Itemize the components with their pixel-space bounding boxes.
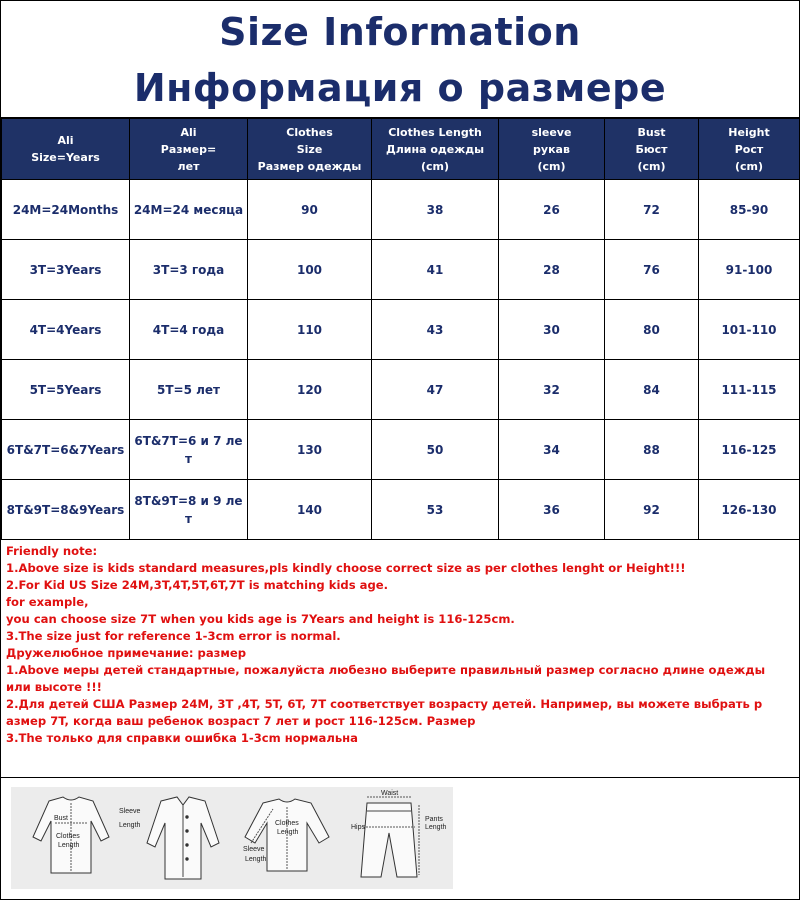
note-line: Friendly note: — [6, 544, 98, 558]
shorts-diagram-icon — [361, 797, 419, 877]
cell-height: 101-110 — [699, 300, 800, 360]
cell-sleeve: 30 — [499, 300, 605, 360]
note-line: 2.Для детей США Размер 24M, 3T ,4T, 5T, 6T, 7T соответствует возрасту детей. Например, вы можете выбрать р — [6, 697, 763, 711]
label-hips: Hips — [351, 824, 366, 831]
cell-size-ru: 5T=5 лет — [130, 360, 248, 420]
label-pants-length: Length — [425, 824, 447, 831]
note-line: 1.Above size is kids standard measures,pls kindly choose correct size as per clothes lenght or Height!!! — [6, 561, 686, 575]
note-line: 2.For Kid US Size 24M,3T,4T,5T,6T,7T is matching kids age. — [6, 578, 389, 592]
cell-sleeve: 28 — [499, 240, 605, 300]
cell-clothes-size: 110 — [248, 300, 372, 360]
note-line: 3.The только для справки ошибка 1-3cm нормальна — [6, 731, 359, 745]
cell-clothes-length: 38 — [372, 180, 499, 240]
note-line: 3.The size just for reference 1-3cm error is normal. — [6, 629, 341, 643]
cell-height: 91-100 — [699, 240, 800, 300]
title-english: Size Information — [219, 10, 581, 54]
cell-size-ru: 3T=3 года — [130, 240, 248, 300]
label-sleeve-length: Length — [119, 822, 141, 829]
cell-sleeve: 36 — [499, 480, 605, 540]
cell-bust: 72 — [605, 180, 699, 240]
garment-diagram-svg — [11, 787, 453, 889]
label-bust: Bust — [54, 815, 69, 822]
label-pants: Pants — [425, 816, 443, 823]
cell-bust: 80 — [605, 300, 699, 360]
note-line: for example, — [6, 595, 89, 609]
cell-size-ru: 8T&9T=8 и 9 ле т — [130, 480, 248, 540]
header-clothes-size: Clothes Size Размер одежды — [248, 119, 372, 180]
cell-size-years: 4T=4Years — [2, 300, 130, 360]
measurement-diagrams — [11, 787, 453, 889]
shirt-diagram-icon — [147, 797, 219, 879]
cell-height: 126-130 — [699, 480, 800, 540]
cell-bust: 92 — [605, 480, 699, 540]
cell-sleeve: 34 — [499, 420, 605, 480]
label-length: Length — [58, 842, 80, 849]
cell-clothes-length: 43 — [372, 300, 499, 360]
cell-clothes-size: 90 — [248, 180, 372, 240]
label-sleeve: Sleeve — [119, 808, 141, 815]
cell-sleeve: 32 — [499, 360, 605, 420]
cell-height: 85-90 — [699, 180, 800, 240]
cell-height: 111-115 — [699, 360, 800, 420]
cell-bust: 84 — [605, 360, 699, 420]
cell-clothes-size: 130 — [248, 420, 372, 480]
label-length-3: Length — [245, 856, 267, 863]
cell-size-years: 6T&7T=6&7Years — [2, 420, 130, 480]
label-waist: Waist — [381, 790, 399, 797]
table-row — [2, 360, 800, 420]
cell-height: 116-125 — [699, 420, 800, 480]
cell-clothes-length: 47 — [372, 360, 499, 420]
cell-clothes-size: 120 — [248, 360, 372, 420]
header-ali-razmer: Ali Размер= лет — [130, 119, 248, 180]
cell-bust: 88 — [605, 420, 699, 480]
header-clothes-length: Clothes Length Длина одежды (cm) — [372, 119, 499, 180]
header-sleeve: sleeve рукав (cm) — [499, 119, 605, 180]
header-ali-size-years: Ali Size=Years — [2, 119, 130, 180]
cell-size-ru: 4T=4 года — [130, 300, 248, 360]
note-line: или высоте !!! — [6, 680, 102, 694]
table-row — [2, 480, 800, 540]
header-bust: Bust Бюст (cm) — [605, 119, 699, 180]
note-line: Дружелюбное примечание: размер — [6, 646, 247, 660]
label-clothes: Clothes — [56, 833, 80, 840]
note-line: азмер 7T, когда ваш ребенок возраст 7 лет и рост 116-125см. Размер — [6, 714, 476, 728]
cell-sleeve: 26 — [499, 180, 605, 240]
title-russian: Информация о размере — [133, 66, 667, 110]
cell-size-years: 8T&9T=8&9Years — [2, 480, 130, 540]
cell-size-years: 24M=24Months — [2, 180, 130, 240]
table-row — [2, 420, 800, 480]
cell-size-ru: 24M=24 месяца — [130, 180, 248, 240]
table-row — [2, 240, 800, 300]
label-sleeve-3: Sleeve — [243, 846, 265, 853]
cell-bust: 76 — [605, 240, 699, 300]
cell-clothes-length: 50 — [372, 420, 499, 480]
note-line: you can choose size 7T when you kids age is 7Years and height is 116-125cm. — [6, 612, 515, 626]
table-row — [2, 300, 800, 360]
cell-clothes-size: 140 — [248, 480, 372, 540]
size-table — [1, 118, 800, 540]
table-row — [2, 180, 800, 240]
title-section — [1, 1, 799, 118]
cell-size-years: 3T=3Years — [2, 240, 130, 300]
cell-clothes-size: 100 — [248, 240, 372, 300]
cell-clothes-length: 41 — [372, 240, 499, 300]
note-line: 1.Above меры детей стандартные, пожалуйста любезно выберите правильный размер согласно длине одежды — [6, 663, 766, 677]
cell-size-years: 5T=5Years — [2, 360, 130, 420]
label-clothes-2: Clothes — [275, 820, 299, 827]
friendly-notes — [1, 540, 799, 778]
table-header-row — [2, 119, 800, 180]
label-length-2: Length — [277, 829, 299, 836]
cell-size-ru: 6T&7T=6 и 7 ле т — [130, 420, 248, 480]
header-height: Height Рост (cm) — [699, 119, 800, 180]
cell-clothes-length: 53 — [372, 480, 499, 540]
